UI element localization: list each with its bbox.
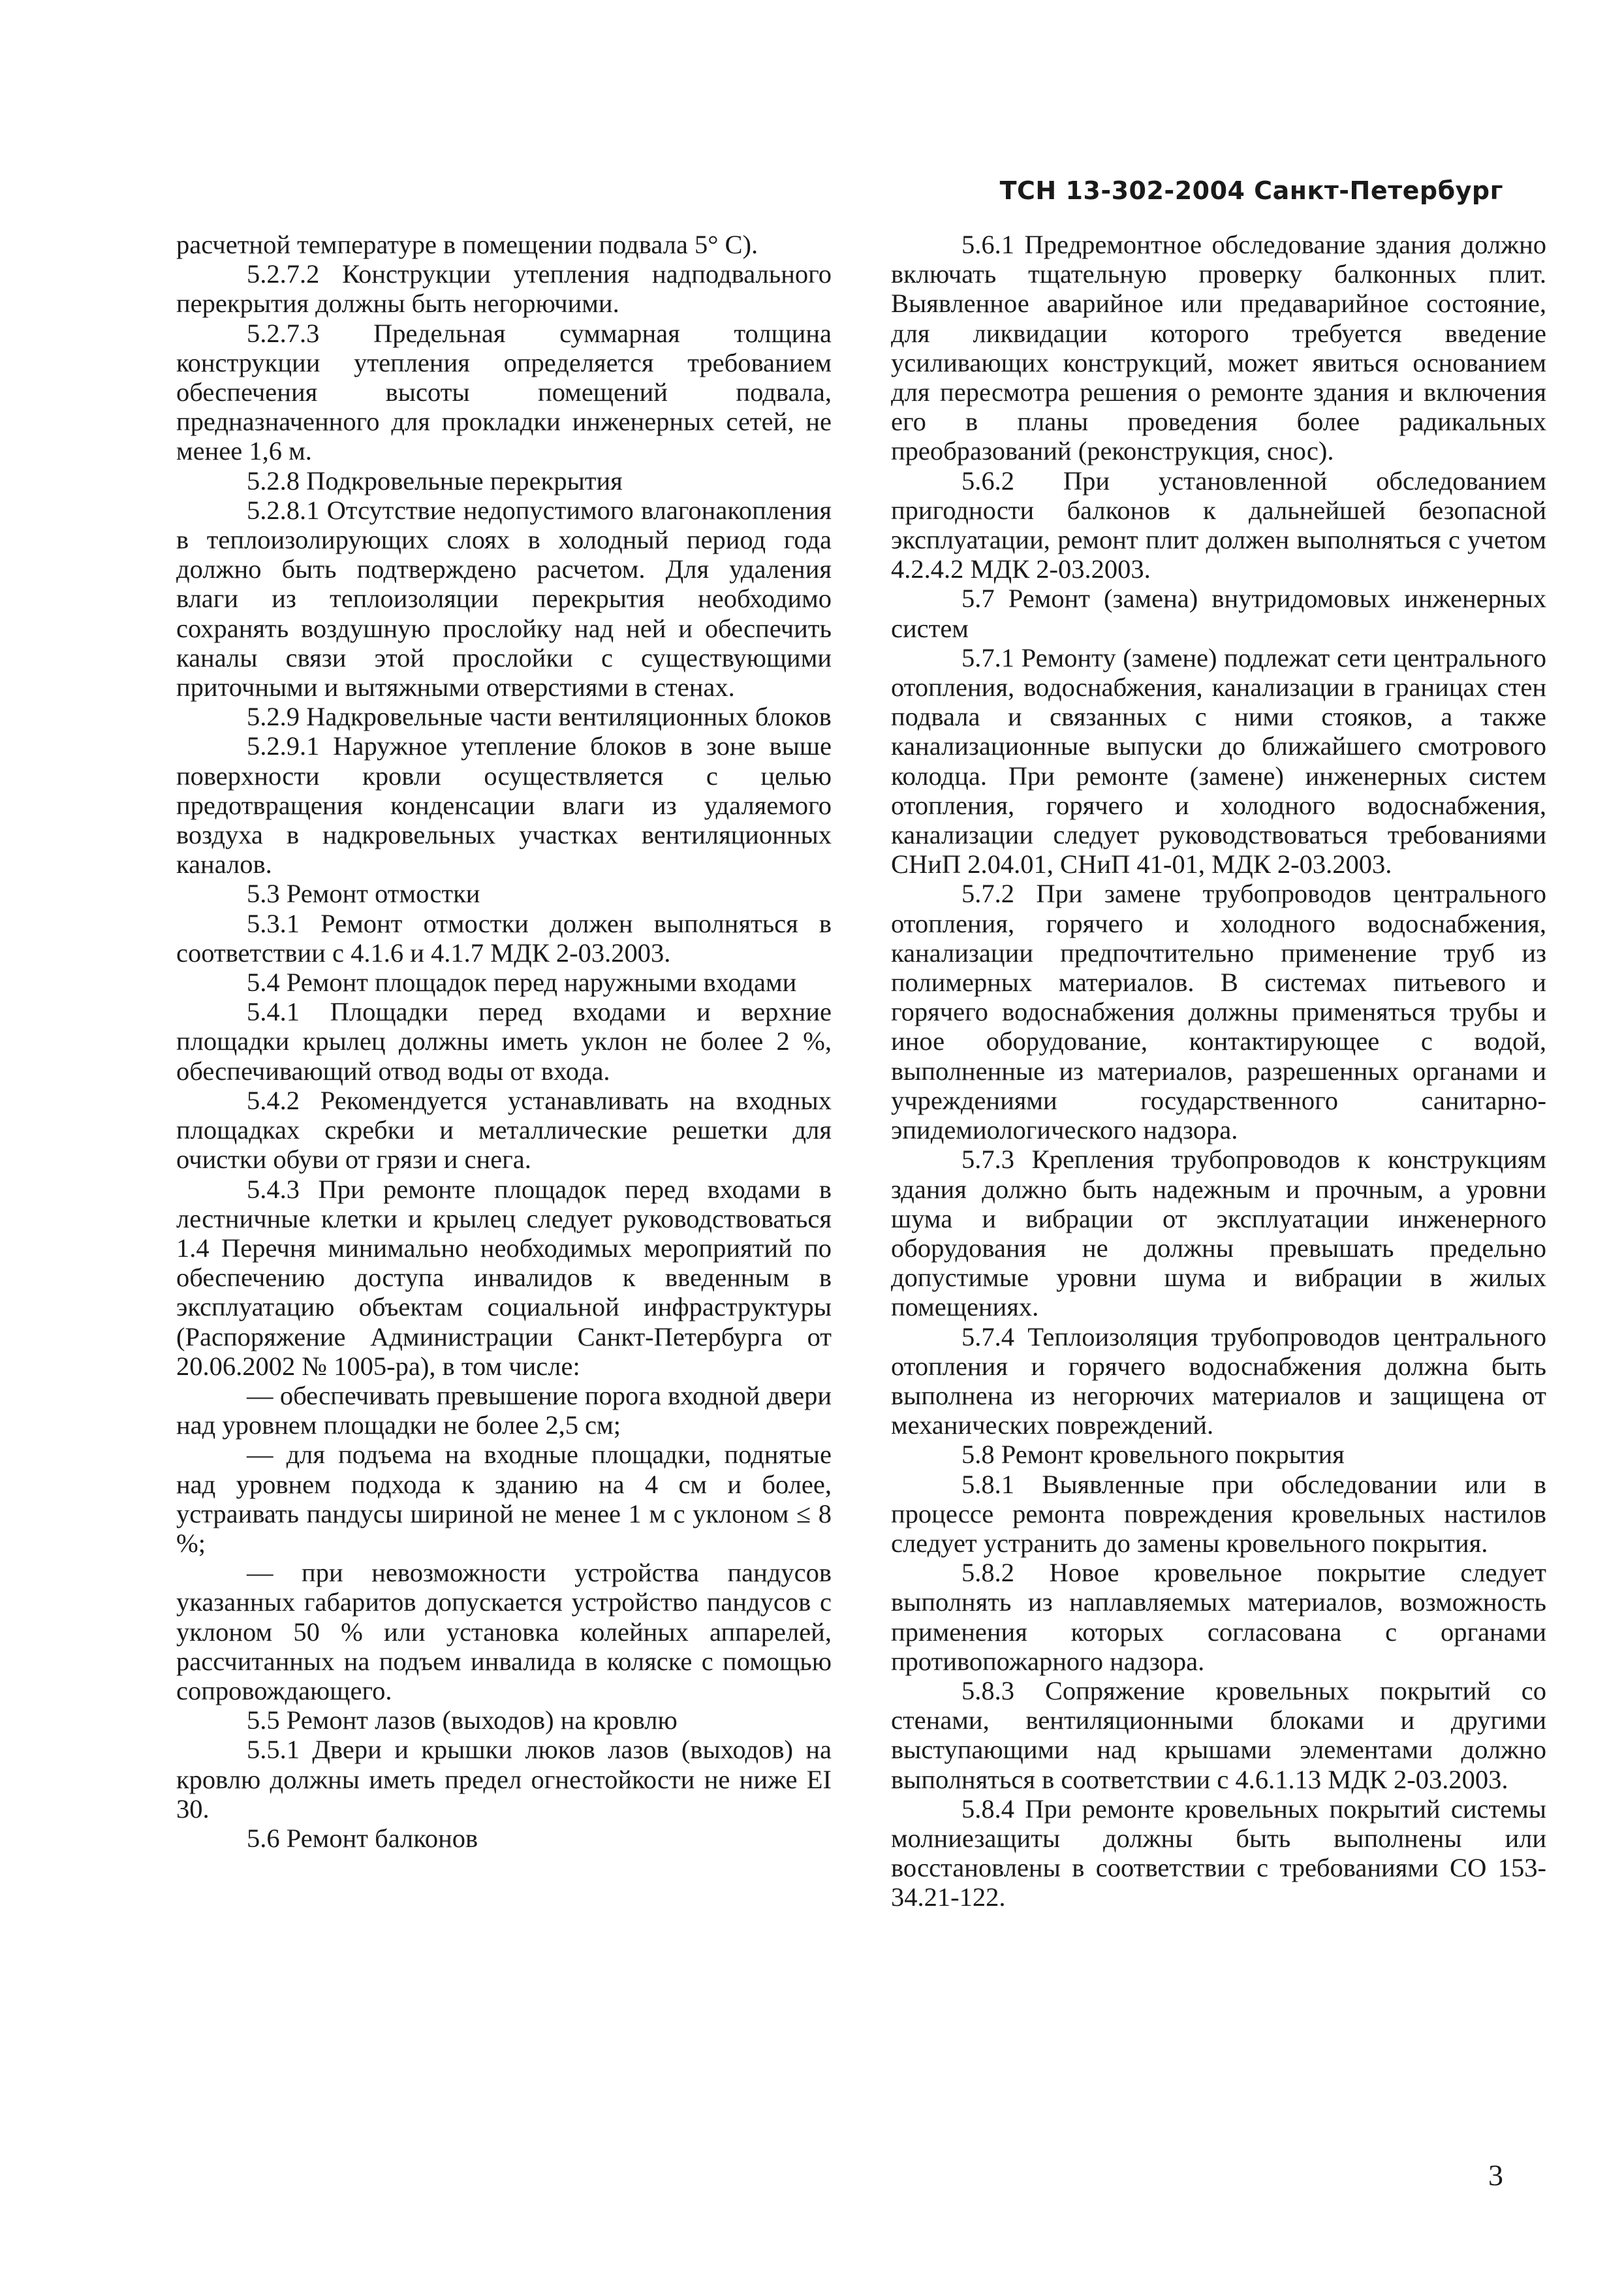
paragraph: 5.8.1 Выявленные при обследовании или в процессе ремонта повреждения кровельных настилов следует устранить до замены кровельного покрытия. [891,1469,1546,1558]
paragraph: расчетной температуре в помещении подвала 5° С). [176,230,758,259]
paragraph: 5.7.1 Ремонту (замене) подлежат сети центрального отопления, водоснабжения, канализации в границах стен подвала и связанных с ними стояков, а также канализационные выпуски до ближайшего смотрового колодца. При ремонте (замене) инженерных систем отопления, горячего и холодного водоснабжения, канализации следует руководствоваться требованиями СНиП 2.04.01, СНиП 41-01, МДК 2-03.2003. [891,642,1546,879]
paragraph: 5.7.3 Крепления трубопроводов к конструкциям здания должно быть надежным и прочным, а уровни шума и вибрации от эксплуатации инженерного оборудования не должны превышать предельно допустимые уровни шума и вибрации в жилых помещениях. [891,1145,1546,1322]
paragraph: 5.8.4 При ремонте кровельных покрытий системы молниезащиты должны быть выполнены или восстановлены в соответствии с требованиями СО 153-34.21-122. [891,1794,1546,1912]
paragraph: 5.3.1 Ремонт отмостки должен выполняться в соответствии с 4.1.6 и 4.1.7 МДК 2-03.2003. [176,908,832,968]
left-text-column [176,230,832,1853]
paragraph: 5.2.8 Подкровельные перекрытия [247,466,623,496]
paragraph: 5.5.1 Двери и крышки люков лазов (выходов) на кровлю должны иметь предел огнестойкости не ниже EI 30. [176,1735,832,1824]
paragraph: 5.8.2 Новое кровельное покрытие следует выполнять из наплавляемых материалов, возможность применения которых согласована с органами противопожарного надзора. [891,1558,1546,1676]
paragraph: 5.2.9 Надкровельные части вентиляционных блоков [247,702,832,732]
paragraph: 5.4.2 Рекомендуется устанавливать на входных площадках скребки и металлические решетки для очистки обуви от грязи и снега. [176,1085,832,1175]
paragraph: 5.4 Ремонт площадок перед наружными входами [247,968,797,998]
paragraph: 5.2.8.1 Отсутствие недопустимого влагонакопления в теплоизолирующих слоях в холодный период года должно быть подтверждено расчетом. Для удаления влаги из теплоизоляции перекрытия необходимо сохранять воздушную прослойку над ней и обеспечить каналы связи этой прослойки с существующими приточными и вытяжными отверстиями в стенах. [176,495,832,703]
paragraph: — при невозможности устройства пандусов указанных габаритов допускается устройство пандусов с уклоном 50 % или установка колейных аппарелей, рассчитанных на подъем инвалида в коляске с помощью сопровождающего. [176,1558,832,1705]
paragraph: — обеспечивать превышение порога входной двери над уровнем площадки не более 2,5 см; [176,1380,832,1440]
paragraph: 5.6 Ремонт балконов [247,1823,478,1853]
paragraph: 5.2.9.1 Наружное утепление блоков в зоне выше поверхности кровли осуществляется с целью предотвращения конденсации влаги из удаляемого воздуха в надкровельных участках вентиляционных каналов. [176,731,832,879]
paragraph: 5.6.1 Предремонтное обследование здания должно включать тщательную проверку балконных плит. Выявленное аварийное или предаварийное состояние, для ликвидации которого требуется введение усиливающих конструкций, может явиться основанием для пересмотра решения о ремонте здания и включения его в планы проведения более радикальных преобразований (реконструкция, снос). [891,230,1546,466]
page-number: 3 [1488,2159,1503,2192]
paragraph: 5.2.7.2 Конструкции утепления надподвального перекрытия должны быть негорючими. [176,259,832,319]
paragraph: 5.4.1 Площадки перед входами и верхние площадки крылец должны иметь уклон не более 2 %, обеспечивающий отвод воды от входа. [176,997,832,1086]
running-header: ТСН 13-302-2004 Санкт-Петербург [999,176,1503,205]
right-text-column [891,230,1546,1912]
paragraph: 5.7.2 При замене трубопроводов центрального отопления, горячего и холодного водоснабжения, канализации предпочтительно применение труб из полимерных материалов. В системах питьевого и горячего водоснабжения должны применяться трубы и иное оборудование, контактирующее с водой, выполненные из материалов, разрешенных органами и учреждениями государственного санитарно-эпидемиологического надзора. [891,879,1546,1145]
paragraph: 5.8 Ремонт кровельного покрытия [961,1440,1345,1470]
paragraph: 5.5 Ремонт лазов (выходов) на кровлю [247,1705,678,1735]
paragraph: 5.2.7.3 Предельная суммарная толщина конструкции утепления определяется требованием обеспечения высоты помещений подвала, предназначенного для прокладки инженерных сетей, не менее 1,6 м. [176,318,832,466]
paragraph: 5.4.3 При ремонте площадок перед входами в лестничные клетки и крылец следует руководствоваться 1.4 Перечня минимально необходимых мероприятий по обеспечению доступа инвалидов к введенным в эксплуатацию объектам социальной инфраструктуры (Распоряжение Администрации Санкт-Петербурга от 20.06.2002 № 1005-ра), в том числе: [176,1174,832,1381]
paragraph: 5.6.2 При установленной обследованием пригодности балконов к дальнейшей безопасной эксплуатации, ремонт плит должен выполняться с учетом 4.2.4.2 МДК 2-03.2003. [891,466,1546,584]
paragraph: 5.7 Ремонт (замена) внутридомовых инженерных систем [891,584,1546,643]
paragraph: 5.3 Ремонт отмостки [247,879,480,909]
paragraph: 5.8.3 Сопряжение кровельных покрытий со стенами, вентиляционными блоками и другими выступающими над крышами элементами должно выполняться в соответствии с 4.6.1.13 МДК 2-03.2003. [891,1675,1546,1794]
paragraph: — для подъема на входные площадки, поднятые над уровнем подхода к зданию на 4 см и более, устраивать пандусы шириной не менее 1 м с уклоном ≤ 8 %; [176,1440,832,1558]
paragraph: 5.7.4 Теплоизоляция трубопроводов центрального отопления и горячего водоснабжения должна быть выполнена из негорючих материалов и защищена от механических повреждений. [891,1321,1546,1440]
